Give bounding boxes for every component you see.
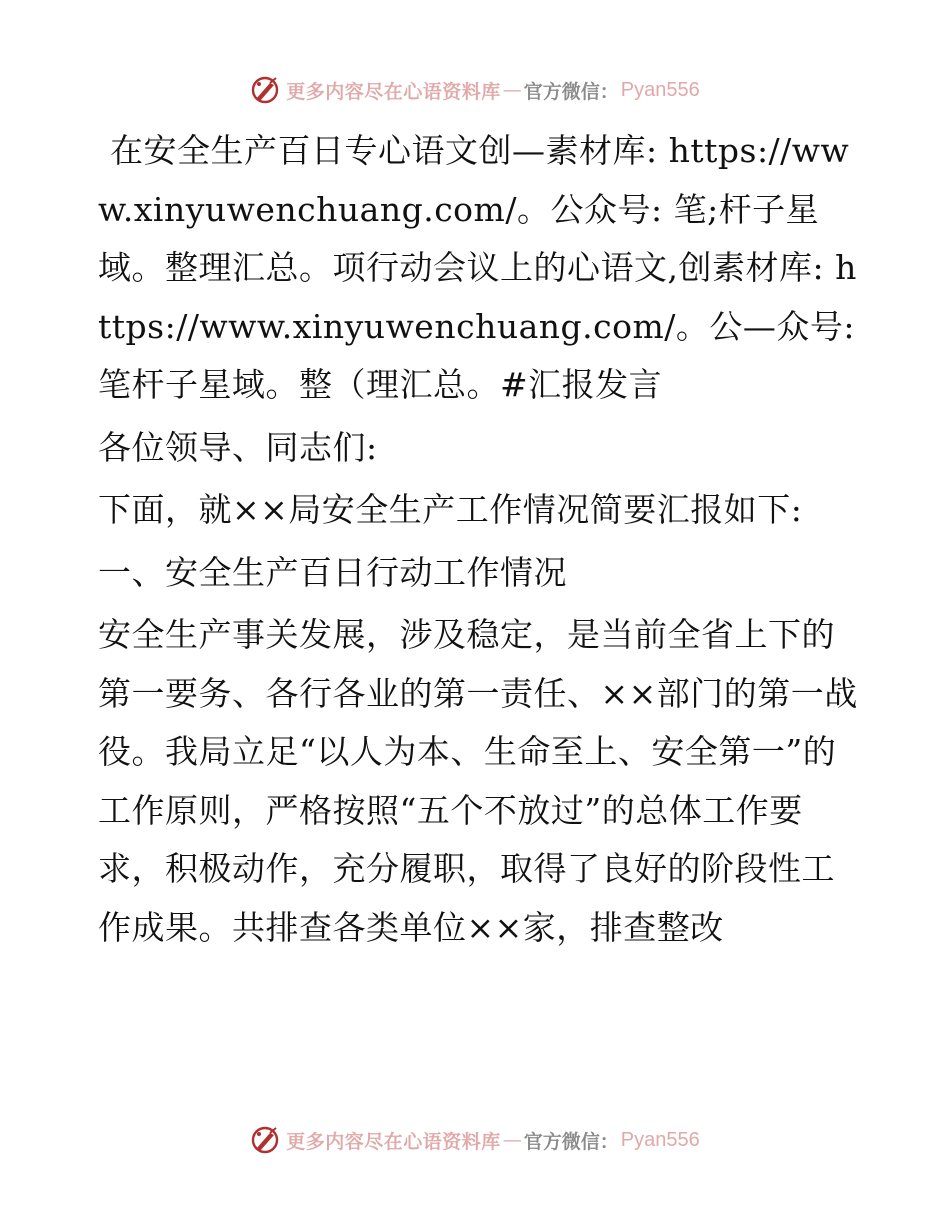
quill-pen-logo-icon	[250, 1125, 280, 1155]
banner-brand-text: 更多内容尽在心语资料库	[286, 1130, 501, 1153]
quill-pen-logo-icon	[250, 75, 280, 105]
banner-dash: —	[502, 79, 522, 101]
banner-wechat-label: 官方微信：	[523, 80, 619, 103]
banner-dash: —	[502, 1129, 522, 1151]
header-banner	[0, 72, 950, 108]
document-paragraph-opening: 下面，就××局安全生产工作情况简要汇报如下:	[98, 490, 803, 529]
footer-banner	[0, 1122, 950, 1158]
document-paragraph-salutation: 各位领导、同志们:	[98, 427, 378, 467]
document-paragraph-intro: 在安全生产百日专心语文创—素材库: https://www.xinyuwenchuang.com/。公众号: 笔;杆子星域。整理汇总。项行动会议上的心语文,创素材库: https://www.xinyuwenchuang.com/。公—众号: 笔杆子星域。整（理汇总。#汇报发言	[98, 131, 857, 404]
banner-wechat-id: Pyan556	[620, 78, 700, 101]
banner-wechat-label: 官方微信：	[523, 1130, 619, 1153]
document-paragraph-body: 安全生产事关发展，涉及稳定，是当前全省上下的第一要务、各行各业的第一责任、××部门的第一战役。我局立足“以人为本、生命至上、安全第一”的工作原则，严格按照“五个不放过”的总体工作要求，积极动作，充分履职，取得了良好的阶段性工作成果。共排查各类单位××家，排查整改	[98, 615, 858, 947]
banner-wechat-id: Pyan556	[620, 1128, 700, 1151]
banner-brand-text: 更多内容尽在心语资料库	[286, 80, 501, 103]
document-section-heading: 一、安全生产百日行动工作情况	[98, 552, 567, 592]
document-body	[98, 122, 858, 957]
